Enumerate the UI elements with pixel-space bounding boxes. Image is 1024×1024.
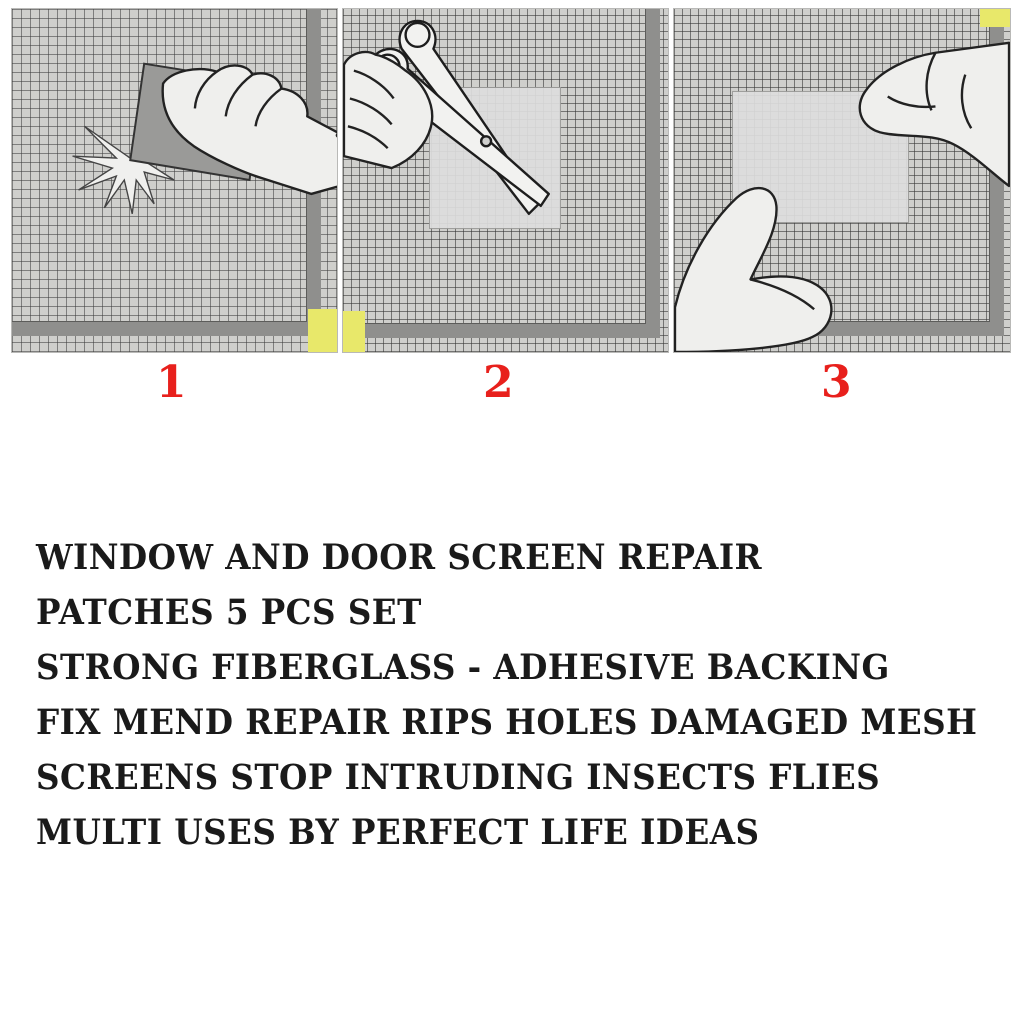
step-1-artwork [12, 9, 337, 352]
step-number-3: 3 [821, 357, 852, 408]
caption-line-6: MULTI USES BY PERFECT LIFE IDEAS [36, 812, 760, 853]
hand-icon [860, 43, 1009, 186]
product-caption [36, 530, 978, 860]
step-number-row [11, 358, 1013, 420]
step-2-artwork [343, 9, 668, 352]
instruction-panel-strip [11, 8, 1013, 353]
step-number-1: 1 [156, 357, 187, 408]
step-1-illustration [11, 8, 338, 353]
caption-line-2: PATCHES 5 PCS SET [36, 592, 422, 633]
caption-line-5: SCREENS STOP INTRUDING INSECTS FLIES [36, 757, 881, 798]
hand-icon [675, 188, 831, 352]
step-3-artwork [674, 9, 1010, 352]
hand-icon [163, 66, 337, 194]
step-3-illustration [673, 8, 1011, 353]
caption-line-1: WINDOW AND DOOR SCREEN REPAIR [36, 537, 763, 578]
step-2-illustration [342, 8, 669, 353]
caption-line-4: FIX MEND REPAIR RIPS HOLES DAMAGED MESH [36, 702, 978, 743]
caption-line-3: STRONG FIBERGLASS - ADHESIVE BACKING [36, 647, 890, 688]
step-number-2: 2 [483, 357, 514, 408]
